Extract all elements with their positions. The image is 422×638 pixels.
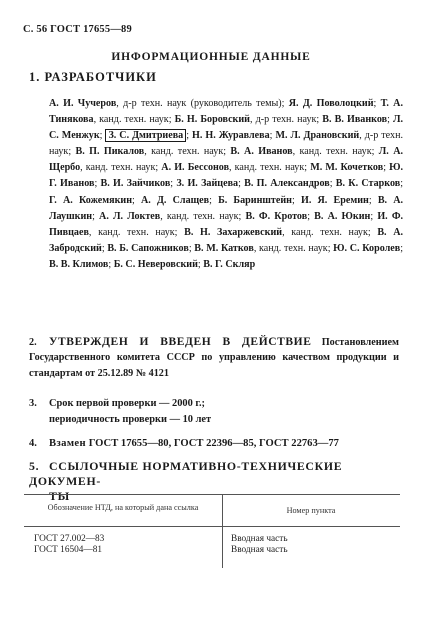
developer-sep: ;	[307, 210, 315, 222]
developer-name: В. П. Пикалов	[75, 146, 145, 158]
developer-name: В. Б. Сапожников	[107, 242, 189, 254]
section-2-number: 2.	[29, 337, 37, 348]
table-row-1-item: Вводная часть	[231, 534, 288, 544]
developer-sep: ;	[400, 242, 404, 254]
developer-name: Н. Н. Журавлева	[192, 130, 270, 142]
section-3	[29, 396, 211, 428]
developer-name: В. А. Юкин	[314, 210, 371, 222]
developer-sep: ;	[383, 162, 390, 174]
section-1-title: РАЗРАБОТЧИКИ	[44, 70, 157, 84]
developer-sep: , канд. техн. наук;	[229, 162, 311, 174]
developer-name: В. М. Катков	[194, 242, 254, 254]
developer-name: В. Ф. Кротов	[245, 210, 308, 222]
section-2-text: Постановлением Государственного комитета СССР по управлению качеством продукции и стандартам от 25.12.89 № 4121	[29, 337, 399, 379]
developer-sep: , д-р техн. наук;	[49, 130, 404, 158]
developer-sep: ;	[400, 178, 404, 190]
page-header: С. 56 ГОСТ 17655—89	[23, 24, 132, 35]
developer-name: З. И. Зайцева	[176, 178, 239, 190]
developer-sep: ;	[170, 178, 177, 190]
developer-name: А. И. Бессонов	[161, 162, 230, 174]
developer-name: А. Д. Слащев	[141, 194, 210, 206]
section-4-label: Взамен	[49, 438, 87, 449]
developer-name-boxed: З. С. Дмитриева	[105, 129, 186, 142]
developer-name: Ю. С. Королев	[333, 242, 401, 254]
section-1-number: 1.	[29, 70, 41, 84]
developer-sep: , канд. техн. наук;	[253, 242, 334, 254]
section-4	[29, 438, 339, 449]
developer-name: М. Л. Драновский	[275, 130, 360, 142]
developer-sep: , канд. техн. наук;	[88, 226, 185, 238]
developer-name: В. К. Старков	[335, 178, 401, 190]
section-5-title-line1: ССЫЛОЧНЫЕ НОРМАТИВНО-ТЕХНИЧЕСКИЕ ДОКУМЕН-	[29, 459, 343, 488]
developer-sep: ;	[368, 194, 378, 206]
developers-list	[49, 96, 403, 273]
developer-name: В. А. Иванов	[230, 146, 293, 158]
developer-sep: ;	[291, 194, 301, 206]
developer-sep: , канд. техн. наук;	[93, 114, 175, 126]
developer-sep: ;	[132, 194, 141, 206]
check-periodicity: периодичность проверки — 10 лет	[49, 414, 212, 425]
document-title: ИНФОРМАЦИОННЫЕ ДАННЫЕ	[111, 51, 311, 63]
section-2-heading: УТВЕРЖДЕН И ВВЕДЕН В ДЕЙСТВИЕ	[49, 336, 312, 348]
developer-name: Б. Баринштейн	[218, 194, 292, 206]
developer-name: Б. Н. Боровский	[174, 114, 250, 126]
section-5-number: 5.	[29, 459, 40, 473]
developer-sep: ;	[329, 178, 336, 190]
developer-name: А. И. Чучеров	[49, 98, 117, 109]
developer-sep: ;	[370, 210, 378, 222]
developer-sep: ;	[101, 242, 108, 254]
developer-name: В. Г. Скляр	[203, 258, 256, 270]
developer-sep: ;	[99, 130, 106, 142]
developer-sep: , канд. техн. наук;	[160, 210, 246, 222]
developer-sep: ;	[108, 258, 114, 270]
developer-sep: , канд. техн. наук;	[282, 226, 378, 238]
table-header-item: Номер пункта	[286, 506, 336, 515]
developer-name: В. И. Зайчиков	[100, 178, 171, 190]
developer-sep: ;	[238, 178, 245, 190]
developer-name: И. Ф. Пивцаев	[49, 210, 404, 238]
developer-sep: ;	[209, 194, 219, 206]
table-column-divider	[222, 494, 223, 568]
table-header-rule	[24, 526, 400, 527]
table-row-2-item: Вводная часть	[231, 545, 288, 555]
section-3-number: 3.	[29, 398, 37, 409]
developer-name: В. Н. Захаржевский	[184, 226, 283, 238]
developer-sep: ;	[387, 114, 393, 126]
section-1-heading	[29, 70, 157, 85]
developer-name: И. Я. Еремин	[300, 194, 369, 206]
table-row-2-doc: ГОСТ 16504—81	[34, 545, 103, 555]
developer-name: Л. С. Менжук	[49, 114, 404, 142]
developer-sep: , канд. техн. наук;	[80, 162, 162, 174]
developer-name: В. П. Александров	[244, 178, 330, 190]
developer-sep: ;	[94, 178, 101, 190]
developer-name: Т. А. Тинякова	[49, 98, 403, 126]
developer-sep: , д-р техн. наук (руководитель темы);	[116, 98, 289, 109]
developer-sep: ;	[373, 98, 381, 109]
developer-sep: ;	[269, 130, 276, 142]
developer-sep: ;	[92, 210, 100, 222]
developer-sep: ;	[186, 130, 193, 142]
developer-sep: , канд. техн. наук;	[292, 146, 379, 158]
references-table	[24, 494, 400, 568]
developer-name: Л. А. Щербо	[49, 146, 404, 174]
section-2	[29, 335, 399, 381]
first-check-term: Срок первой проверки — 2000 г.;	[49, 398, 206, 409]
developer-name: В. А. Лаушкин	[49, 194, 404, 222]
developer-sep: ;	[197, 258, 204, 270]
section-5-title-line2: ТЫ	[49, 489, 70, 503]
developer-sep: ;	[188, 242, 195, 254]
developer-name: Г. А. Кожемякин	[49, 194, 133, 206]
developer-name: В. В. Климов	[49, 258, 109, 270]
developer-name: В. В. Иванков	[322, 114, 388, 126]
developer-name: В. А. Забродский	[49, 226, 404, 254]
developer-sep: , д-р техн. наук;	[250, 114, 323, 126]
developer-name: М. М. Кочетков	[310, 162, 384, 174]
developer-name: Я. Д. Поволоцкий	[288, 98, 374, 109]
table-header-doc: Обозначение НТД, на который дана ссылка	[47, 503, 199, 512]
table-row-1-doc: ГОСТ 27.002—83	[34, 534, 105, 544]
developer-name: Б. С. Неверовский	[113, 258, 198, 270]
developer-name: А. Л. Локтев	[99, 210, 161, 222]
table-top-rule	[24, 494, 400, 495]
developer-sep: , канд. техн. наук;	[144, 146, 231, 158]
replaced-standards: ГОСТ 17655—80, ГОСТ 22396—85, ГОСТ 22763—77	[88, 438, 339, 449]
section-4-number: 4.	[29, 438, 37, 449]
developer-name: Ю. Г. Иванов	[49, 162, 403, 190]
